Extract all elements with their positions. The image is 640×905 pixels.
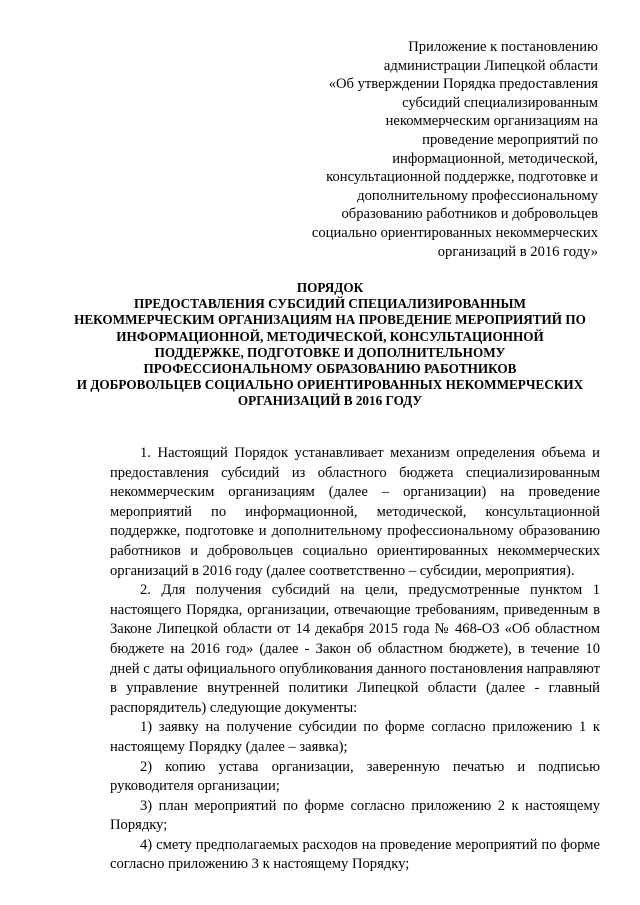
appendix-line: организаций в 2016 году» — [437, 243, 598, 260]
list-item-3: 3) план мероприятий по форме согласно приложению 2 к настоящему Порядку; — [110, 797, 600, 834]
appendix-note — [268, 38, 598, 261]
title-line: ПОДДЕРЖКЕ, ПОДГОТОВКЕ И ДОПОЛНИТЕЛЬНОМУ — [154, 344, 506, 360]
appendix-line: «Об утверждении Порядка предоставления — [328, 76, 598, 93]
title-line: ПРОФЕССИОНАЛЬНОМУ ОБРАЗОВАНИЮ РАБОТНИКОВ — [143, 361, 517, 377]
paragraph-1: 1. Настоящий Порядок устанавливает механизм определения объема и предоставления субсидий из областного бюджета специализированным некоммерческим организациям (далее – организации) на проведение мероприятий по информационной, методической, консультационной поддержке, подготовке и дополнительному профессиональному образованию работников и добровольцев социально ориентированных некоммерческих организаций в 2016 году (далее соответственно – субсидии, мероприятия). — [110, 445, 600, 579]
appendix-line: администрации Липецкой области — [383, 57, 598, 74]
document-body — [110, 444, 600, 875]
title-line: И ДОБРОВОЛЬЦЕВ СОЦИАЛЬНО ОРИЕНТИРОВАННЫХ НЕКОММЕРЧЕСКИХ — [76, 377, 584, 393]
title-line: ПРЕДОСТАВЛЕНИЯ СУБСИДИЙ СПЕЦИАЛИЗИРОВАННЫМ — [134, 296, 526, 312]
appendix-line: информационной, методической, — [392, 150, 598, 167]
appendix-line: социально ориентированных некоммерческих — [311, 224, 598, 241]
title-line: НЕКОММЕРЧЕСКИМ ОРГАНИЗАЦИЯМ НА ПРОВЕДЕНИЕ МЕРОПРИЯТИЙ ПО — [74, 312, 586, 328]
title-line: ИНФОРМАЦИОННОЙ, МЕТОДИЧЕСКОЙ, КОНСУЛЬТАЦИОННОЙ — [116, 328, 544, 344]
appendix-line: субсидий специализированным — [402, 94, 598, 111]
appendix-line: дополнительному профессиональному — [357, 187, 598, 204]
list-item-4: 4) смету предполагаемых расходов на проведение мероприятий по форме согласно приложению 3 к настоящему Порядку; — [110, 836, 600, 873]
title-line: ПОРЯДОК — [296, 280, 364, 295]
appendix-line: Приложение к постановлению — [408, 39, 598, 55]
appendix-line: некоммерческим организациям на — [385, 113, 598, 130]
appendix-line: проведение мероприятий по — [422, 131, 598, 148]
list-item-2: 2) копию устава организации, заверенную печатью и подписью руководителя организации; — [110, 758, 600, 795]
document-title — [60, 280, 600, 410]
appendix-line: образованию работников и добровольцев — [341, 206, 598, 223]
title-line: ОРГАНИЗАЦИЙ В 2016 ГОДУ — [237, 393, 423, 409]
appendix-line: консультационной поддержке, подготовке и — [326, 169, 598, 186]
paragraph-2: 2. Для получения субсидий на цели, предусмотренные пунктом 1 настоящего Порядка, организации, отвечающие требованиям, приведенным в Законе Липецкой области от 14 декабря 2015 года № 468-ОЗ «Об областном бюджете на 2016 год» (далее - Закон об областном бюджете), в течение 10 дней с даты официального опубликования данного постановления направляют в управление внутренней политики Липецкой области (далее - главный распорядитель) следующие документы: — [110, 582, 600, 716]
list-item-1: 1) заявку на получение субсидии по форме согласно приложению 1 к настоящему Порядку (далее – заявка); — [110, 719, 600, 755]
